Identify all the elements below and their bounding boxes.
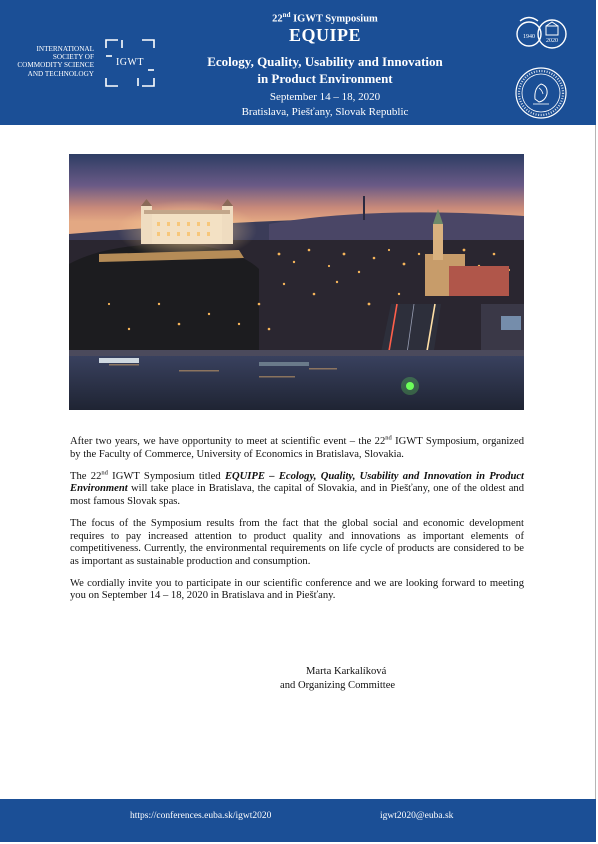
invitation-letter (70, 436, 524, 613)
footer-banner (0, 799, 596, 842)
signatory-name: Marta Karkalíková (306, 666, 387, 677)
igwt-logo-text: IGWT (115, 57, 145, 68)
signatory-organization: and Organizing Committee (280, 680, 396, 691)
paragraph-title: The 22nd IGWT Symposium titled EQUIPE – Ecology, Quality, Usability and Innovation in Product Environment will take place in Bratislava, the capital of Slovakia, and in Piešťany, one of the oldest and most famous Slovak spas. (70, 469, 524, 507)
society-line: COMMODITY SCIENCE (17, 61, 94, 70)
society-name (8, 45, 94, 78)
event-dates: September 14 – 18, 2020 (269, 91, 381, 103)
event-subtitle: Ecology, Quality, Usability and Innovation (207, 54, 443, 69)
symposium-edition: 22nd IGWT Symposium (272, 11, 378, 25)
signature-block (280, 665, 480, 693)
svg-text:2020: 2020 (546, 38, 558, 44)
society-line: SOCIETY OF (52, 53, 94, 62)
paragraph-invitation: We cordially invite you to participate in our scientific conference and we are looking forward to meeting you on September 14 – 18, 2020 in Bratislava and in Piešťany. (70, 577, 524, 602)
paragraph-intro: After two years, we have opportunity to meet at scientific event – the 22nd IGWT Symposium, organized by the Faculty of Commerce, University of Economics in Bratislava, Slovakia. (70, 434, 525, 460)
university-seal-icon (514, 66, 568, 120)
event-subtitle: in Product Environment (257, 71, 393, 86)
bratislava-night-photo (69, 154, 524, 410)
conference-website-link[interactable]: https://conferences.euba.sk/igwt2020 (130, 811, 272, 821)
anniversary-80-badge-icon (514, 12, 568, 54)
paragraph-focus: The focus of the Symposium results from the fact that the global social and economic development requires to pay increased attention to product quality and innovations as important elements of competitiveness. Currently, the environmental requirements on life cycle of products are considered to be as important as sustainable production and consumption. (70, 517, 524, 567)
contact-email-link[interactable]: igwt2020@euba.sk (380, 811, 454, 821)
event-title: EQUIPE (288, 25, 361, 45)
svg-text:1940: 1940 (523, 34, 535, 40)
society-line: AND TECHNOLOGY (27, 69, 94, 78)
society-line: INTERNATIONAL (36, 45, 94, 53)
header-banner (0, 0, 596, 125)
event-place: Bratislava, Piešťany, Slovak Republic (241, 106, 409, 118)
igwt-logo (102, 36, 158, 90)
